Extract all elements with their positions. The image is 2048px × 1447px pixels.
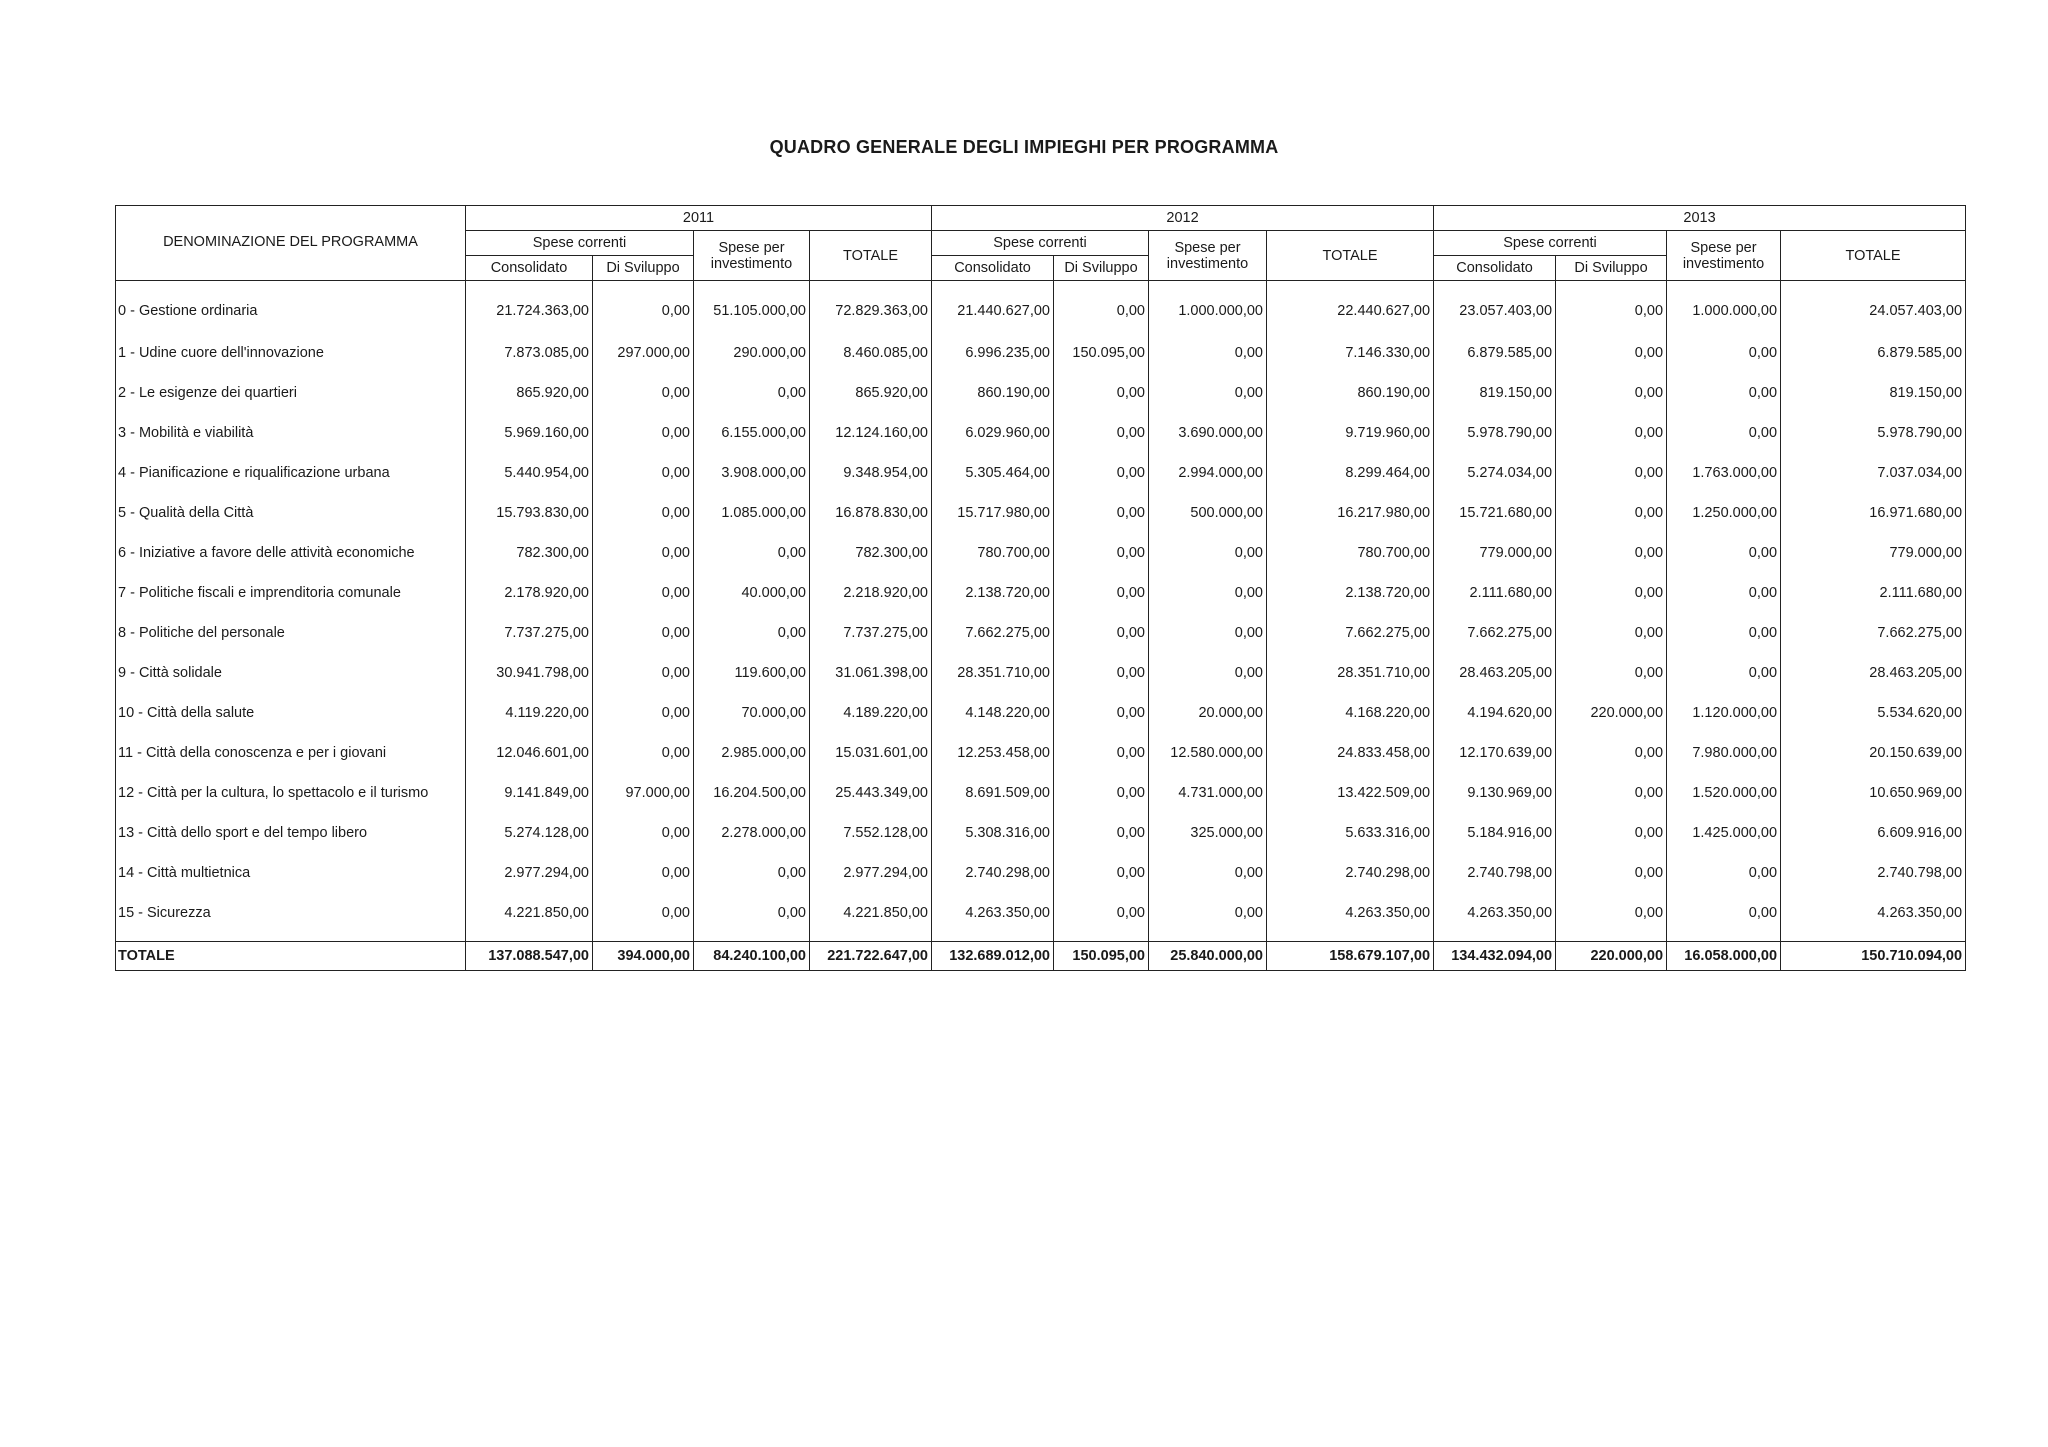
table-row [116,533,1966,573]
value-cell: 7.980.000,00 [1667,733,1781,773]
value-cell: 12.580.000,00 [1149,733,1267,773]
table-row [116,813,1966,853]
value-cell: 5.308.316,00 [932,813,1054,853]
value-cell: 0,00 [1054,653,1149,693]
value-cell: 28.351.710,00 [1267,653,1434,693]
value-cell: 9.719.960,00 [1267,413,1434,453]
value-cell: 1.425.000,00 [1667,813,1781,853]
program-name: 1 - Udine cuore dell'innovazione [116,333,466,373]
value-cell: 6.996.235,00 [932,333,1054,373]
value-cell: 4.194.620,00 [1434,693,1556,733]
di-sviluppo-header: Di Sviluppo [1556,256,1667,281]
value-cell: 7.146.330,00 [1267,333,1434,373]
table-row [116,773,1966,813]
value-cell: 21.724.363,00 [466,281,593,334]
value-cell: 31.061.398,00 [810,653,932,693]
table-row [116,693,1966,733]
value-cell: 4.731.000,00 [1149,773,1267,813]
total-cell: 25.840.000,00 [1149,942,1267,971]
value-cell: 12.253.458,00 [932,733,1054,773]
spese-correnti-header: Spese correnti [932,231,1149,256]
program-name: 10 - Città della salute [116,693,466,733]
value-cell: 10.650.969,00 [1781,773,1966,813]
value-cell: 1.000.000,00 [1667,281,1781,334]
value-cell: 782.300,00 [810,533,932,573]
spese-correnti-header: Spese correnti [466,231,694,256]
value-cell: 9.348.954,00 [810,453,932,493]
value-cell: 819.150,00 [1434,373,1556,413]
total-cell: 134.432.094,00 [1434,942,1556,971]
value-cell: 0,00 [1556,533,1667,573]
value-cell: 0,00 [593,533,694,573]
value-cell: 4.148.220,00 [932,693,1054,733]
value-cell: 0,00 [1149,373,1267,413]
program-name: 15 - Sicurezza [116,893,466,942]
value-cell: 0,00 [1667,893,1781,942]
total-label: TOTALE [116,942,466,971]
value-cell: 0,00 [1556,813,1667,853]
value-cell: 28.351.710,00 [932,653,1054,693]
program-name: 9 - Città solidale [116,653,466,693]
value-cell: 4.221.850,00 [466,893,593,942]
header-row-years [116,206,1966,231]
value-cell: 9.141.849,00 [466,773,593,813]
value-cell: 1.120.000,00 [1667,693,1781,733]
value-cell: 220.000,00 [1556,693,1667,733]
value-cell: 24.057.403,00 [1781,281,1966,334]
value-cell: 7.662.275,00 [932,613,1054,653]
value-cell: 0,00 [1149,573,1267,613]
table-body [116,281,1966,942]
table-row [116,613,1966,653]
program-name: 13 - Città dello sport e del tempo libero [116,813,466,853]
program-name: 5 - Qualità della Città [116,493,466,533]
spese-investimento-header: Spese per investimento [1149,231,1267,281]
value-cell: 0,00 [1054,853,1149,893]
value-cell: 865.920,00 [466,373,593,413]
value-cell: 0,00 [1054,453,1149,493]
value-cell: 2.111.680,00 [1781,573,1966,613]
value-cell: 5.633.316,00 [1267,813,1434,853]
program-name: 11 - Città della conoscenza e per i giovani [116,733,466,773]
value-cell: 2.977.294,00 [466,853,593,893]
value-cell: 4.119.220,00 [466,693,593,733]
value-cell: 1.000.000,00 [1149,281,1267,334]
value-cell: 0,00 [694,613,810,653]
value-cell: 780.700,00 [932,533,1054,573]
consolidato-header: Consolidato [932,256,1054,281]
value-cell: 12.124.160,00 [810,413,932,453]
consolidato-header: Consolidato [1434,256,1556,281]
value-cell: 23.057.403,00 [1434,281,1556,334]
value-cell: 0,00 [1667,613,1781,653]
value-cell: 7.552.128,00 [810,813,932,853]
value-cell: 0,00 [1556,373,1667,413]
value-cell: 0,00 [593,653,694,693]
value-cell: 0,00 [1556,281,1667,334]
value-cell: 70.000,00 [694,693,810,733]
value-cell: 0,00 [1054,773,1149,813]
value-cell: 12.170.639,00 [1434,733,1556,773]
total-cell: 150.710.094,00 [1781,942,1966,971]
value-cell: 0,00 [1556,773,1667,813]
value-cell: 0,00 [593,413,694,453]
value-cell: 0,00 [1556,893,1667,942]
value-cell: 0,00 [1054,533,1149,573]
value-cell: 5.978.790,00 [1434,413,1556,453]
value-cell: 0,00 [1556,733,1667,773]
value-cell: 860.190,00 [932,373,1054,413]
value-cell: 16.204.500,00 [694,773,810,813]
value-cell: 0,00 [1054,693,1149,733]
value-cell: 150.095,00 [1054,333,1149,373]
value-cell: 2.218.920,00 [810,573,932,613]
value-cell: 7.037.034,00 [1781,453,1966,493]
year-header-2013: 2013 [1434,206,1966,231]
value-cell: 2.740.298,00 [1267,853,1434,893]
value-cell: 4.263.350,00 [1781,893,1966,942]
total-cell: 84.240.100,00 [694,942,810,971]
value-cell: 0,00 [1054,493,1149,533]
di-sviluppo-header: Di Sviluppo [1054,256,1149,281]
value-cell: 13.422.509,00 [1267,773,1434,813]
total-cell: 221.722.647,00 [810,942,932,971]
value-cell: 0,00 [1667,653,1781,693]
value-cell: 2.740.798,00 [1781,853,1966,893]
consolidato-header: Consolidato [466,256,593,281]
value-cell: 30.941.798,00 [466,653,593,693]
di-sviluppo-header: Di Sviluppo [593,256,694,281]
value-cell: 72.829.363,00 [810,281,932,334]
value-cell: 0,00 [1667,573,1781,613]
value-cell: 0,00 [1054,893,1149,942]
value-cell: 9.130.969,00 [1434,773,1556,813]
value-cell: 4.263.350,00 [1434,893,1556,942]
value-cell: 0,00 [1054,733,1149,773]
value-cell: 4.189.220,00 [810,693,932,733]
value-cell: 0,00 [593,453,694,493]
value-cell: 325.000,00 [1149,813,1267,853]
value-cell: 2.278.000,00 [694,813,810,853]
value-cell: 0,00 [1556,453,1667,493]
table-row [116,413,1966,453]
value-cell: 0,00 [593,493,694,533]
value-cell: 20.150.639,00 [1781,733,1966,773]
value-cell: 2.994.000,00 [1149,453,1267,493]
value-cell: 0,00 [593,733,694,773]
value-cell: 4.221.850,00 [810,893,932,942]
value-cell: 28.463.205,00 [1781,653,1966,693]
value-cell: 7.737.275,00 [810,613,932,653]
value-cell: 24.833.458,00 [1267,733,1434,773]
value-cell: 15.031.601,00 [810,733,932,773]
total-cell: 158.679.107,00 [1267,942,1434,971]
total-cell: 394.000,00 [593,942,694,971]
value-cell: 6.155.000,00 [694,413,810,453]
programs-table-container [115,205,1963,971]
value-cell: 0,00 [593,813,694,853]
value-cell: 0,00 [1054,573,1149,613]
value-cell: 0,00 [593,613,694,653]
total-cell: 137.088.547,00 [466,942,593,971]
value-cell: 16.971.680,00 [1781,493,1966,533]
total-cell: 150.095,00 [1054,942,1149,971]
value-cell: 2.111.680,00 [1434,573,1556,613]
value-cell: 7.662.275,00 [1781,613,1966,653]
value-cell: 0,00 [593,893,694,942]
value-cell: 0,00 [1054,373,1149,413]
value-cell: 860.190,00 [1267,373,1434,413]
value-cell: 28.463.205,00 [1434,653,1556,693]
program-name: 8 - Politiche del personale [116,613,466,653]
value-cell: 1.250.000,00 [1667,493,1781,533]
value-cell: 0,00 [1556,493,1667,533]
totale-header: TOTALE [810,231,932,281]
program-column-header: DENOMINAZIONE DEL PROGRAMMA [116,206,466,281]
value-cell: 8.691.509,00 [932,773,1054,813]
year-header-2012: 2012 [932,206,1434,231]
value-cell: 20.000,00 [1149,693,1267,733]
value-cell: 5.274.034,00 [1434,453,1556,493]
value-cell: 51.105.000,00 [694,281,810,334]
value-cell: 5.274.128,00 [466,813,593,853]
value-cell: 6.879.585,00 [1434,333,1556,373]
value-cell: 15.793.830,00 [466,493,593,533]
table-row [116,573,1966,613]
value-cell: 8.460.085,00 [810,333,932,373]
value-cell: 0,00 [1149,533,1267,573]
spese-investimento-header: Spese per investimento [1667,231,1781,281]
programs-table [115,205,1966,971]
value-cell: 0,00 [1054,813,1149,853]
total-cell: 16.058.000,00 [1667,942,1781,971]
total-cell: 220.000,00 [1556,942,1667,971]
value-cell: 0,00 [1149,653,1267,693]
table-row [116,453,1966,493]
program-name: 0 - Gestione ordinaria [116,281,466,334]
value-cell: 5.440.954,00 [466,453,593,493]
program-name: 4 - Pianificazione e riqualificazione urbana [116,453,466,493]
value-cell: 0,00 [1149,333,1267,373]
value-cell: 3.908.000,00 [694,453,810,493]
value-cell: 0,00 [1054,281,1149,334]
value-cell: 2.178.920,00 [466,573,593,613]
value-cell: 0,00 [1667,373,1781,413]
value-cell: 8.299.464,00 [1267,453,1434,493]
value-cell: 0,00 [1556,853,1667,893]
value-cell: 0,00 [1556,573,1667,613]
table-row [116,281,1966,334]
value-cell: 0,00 [593,281,694,334]
total-cell: 132.689.012,00 [932,942,1054,971]
value-cell: 7.873.085,00 [466,333,593,373]
program-name: 3 - Mobilità e viabilità [116,413,466,453]
value-cell: 22.440.627,00 [1267,281,1434,334]
value-cell: 6.879.585,00 [1781,333,1966,373]
program-name: 2 - Le esigenze dei quartieri [116,373,466,413]
value-cell: 0,00 [1149,613,1267,653]
value-cell: 40.000,00 [694,573,810,613]
value-cell: 5.534.620,00 [1781,693,1966,733]
value-cell: 2.740.298,00 [932,853,1054,893]
value-cell: 12.046.601,00 [466,733,593,773]
value-cell: 780.700,00 [1267,533,1434,573]
value-cell: 0,00 [1556,333,1667,373]
value-cell: 1.763.000,00 [1667,453,1781,493]
value-cell: 5.978.790,00 [1781,413,1966,453]
value-cell: 7.662.275,00 [1434,613,1556,653]
value-cell: 0,00 [1054,413,1149,453]
value-cell: 16.878.830,00 [810,493,932,533]
value-cell: 0,00 [1667,853,1781,893]
value-cell: 7.662.275,00 [1267,613,1434,653]
value-cell: 0,00 [1556,653,1667,693]
value-cell: 297.000,00 [593,333,694,373]
value-cell: 4.263.350,00 [932,893,1054,942]
value-cell: 0,00 [1556,613,1667,653]
table-row [116,893,1966,942]
value-cell: 0,00 [593,373,694,413]
value-cell: 7.737.275,00 [466,613,593,653]
value-cell: 16.217.980,00 [1267,493,1434,533]
totale-header: TOTALE [1267,231,1434,281]
value-cell: 779.000,00 [1781,533,1966,573]
value-cell: 0,00 [1556,413,1667,453]
value-cell: 0,00 [1667,413,1781,453]
value-cell: 865.920,00 [810,373,932,413]
table-row [116,653,1966,693]
program-name: 6 - Iniziative a favore delle attività economiche [116,533,466,573]
table-row [116,373,1966,413]
value-cell: 0,00 [1054,613,1149,653]
value-cell: 5.184.916,00 [1434,813,1556,853]
value-cell: 2.138.720,00 [932,573,1054,613]
value-cell: 500.000,00 [1149,493,1267,533]
value-cell: 0,00 [1667,533,1781,573]
totale-header: TOTALE [1781,231,1966,281]
value-cell: 1.085.000,00 [694,493,810,533]
value-cell: 2.740.798,00 [1434,853,1556,893]
value-cell: 2.138.720,00 [1267,573,1434,613]
value-cell: 0,00 [694,373,810,413]
value-cell: 2.985.000,00 [694,733,810,773]
value-cell: 5.305.464,00 [932,453,1054,493]
value-cell: 4.168.220,00 [1267,693,1434,733]
value-cell: 0,00 [694,893,810,942]
value-cell: 21.440.627,00 [932,281,1054,334]
value-cell: 0,00 [593,573,694,613]
value-cell: 0,00 [1667,333,1781,373]
year-header-2011: 2011 [466,206,932,231]
value-cell: 97.000,00 [593,773,694,813]
value-cell: 4.263.350,00 [1267,893,1434,942]
value-cell: 15.717.980,00 [932,493,1054,533]
value-cell: 0,00 [593,693,694,733]
program-name: 14 - Città multietnica [116,853,466,893]
table-row [116,853,1966,893]
value-cell: 25.443.349,00 [810,773,932,813]
value-cell: 0,00 [694,533,810,573]
value-cell: 782.300,00 [466,533,593,573]
value-cell: 0,00 [1149,853,1267,893]
value-cell: 0,00 [593,853,694,893]
value-cell: 6.609.916,00 [1781,813,1966,853]
value-cell: 5.969.160,00 [466,413,593,453]
table-row [116,493,1966,533]
page-title: QUADRO GENERALE DEGLI IMPIEGHI PER PROGRAMMA [769,137,1279,157]
value-cell: 1.520.000,00 [1667,773,1781,813]
program-name: 12 - Città per la cultura, lo spettacolo e il turismo [116,773,466,813]
spese-investimento-header: Spese per investimento [694,231,810,281]
program-name: 7 - Politiche fiscali e imprenditoria comunale [116,573,466,613]
value-cell: 3.690.000,00 [1149,413,1267,453]
value-cell: 6.029.960,00 [932,413,1054,453]
table-row [116,333,1966,373]
value-cell: 0,00 [694,853,810,893]
value-cell: 290.000,00 [694,333,810,373]
value-cell: 15.721.680,00 [1434,493,1556,533]
value-cell: 0,00 [1149,893,1267,942]
total-row [116,942,1966,971]
value-cell: 819.150,00 [1781,373,1966,413]
value-cell: 779.000,00 [1434,533,1556,573]
value-cell: 119.600,00 [694,653,810,693]
spese-correnti-header: Spese correnti [1434,231,1667,256]
table-row [116,733,1966,773]
value-cell: 2.977.294,00 [810,853,932,893]
